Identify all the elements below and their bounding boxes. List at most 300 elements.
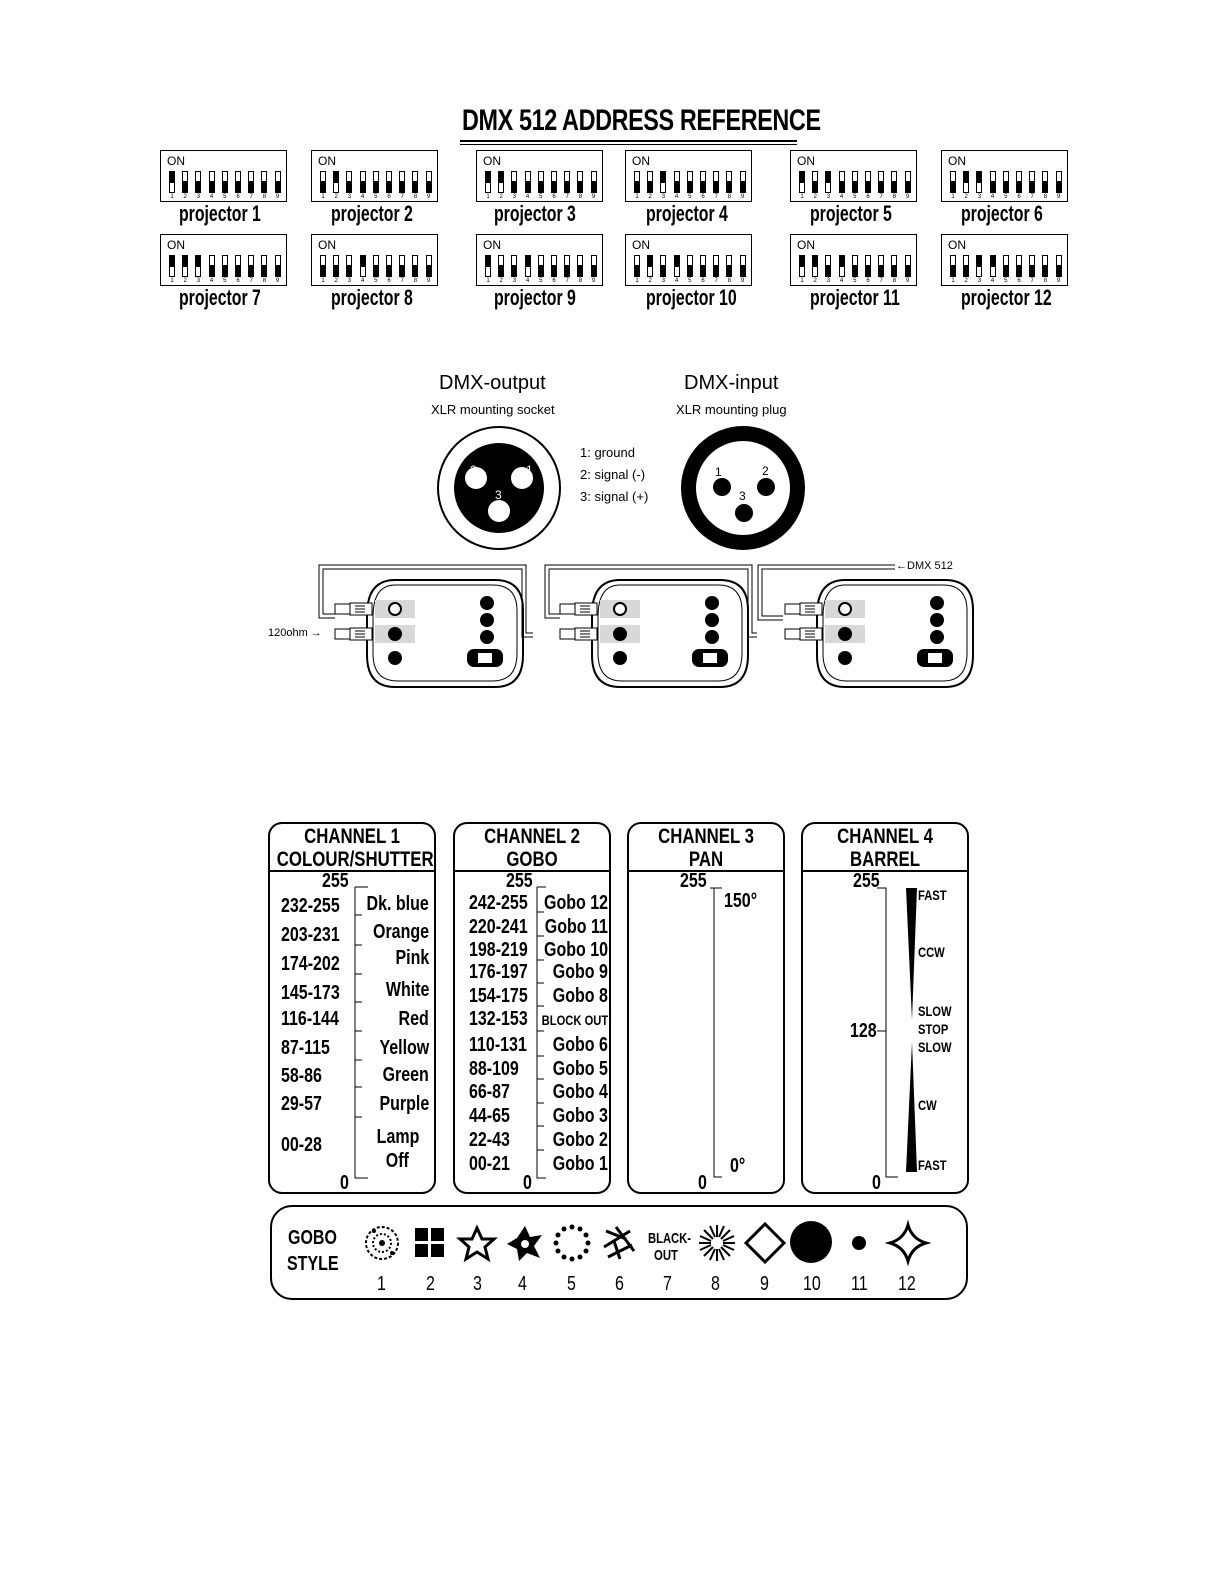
channel-2-name: Gobo 9 bbox=[552, 961, 608, 983]
gobo-number: 10 bbox=[803, 1273, 821, 1295]
dip-switch-number: 4 bbox=[360, 278, 365, 284]
channel-1-name: Green bbox=[382, 1064, 429, 1086]
xlr-plug-diagram bbox=[675, 425, 815, 555]
dip-switch-knob bbox=[813, 256, 817, 267]
dip-switch-knob bbox=[512, 181, 516, 192]
projector-label: projector 7 bbox=[179, 285, 261, 310]
channel-2-range: 198-219 bbox=[469, 939, 528, 961]
dip-switch bbox=[990, 255, 996, 277]
dip-switch-knob bbox=[526, 256, 530, 267]
dip-switch-knob bbox=[714, 181, 718, 192]
dip-switch bbox=[399, 255, 405, 277]
channel-2-name: Gobo 1 bbox=[552, 1153, 608, 1175]
dip-switch-number: 8 bbox=[578, 278, 583, 284]
channel-1-max: 255 bbox=[322, 870, 349, 892]
dip-switch-knob bbox=[262, 265, 266, 276]
dip-switch-knob bbox=[991, 181, 995, 192]
dip-switch-number: 7 bbox=[1030, 278, 1034, 284]
channel-3-scale bbox=[700, 880, 740, 1180]
channel-3-min: 0 bbox=[698, 1172, 707, 1194]
dip-switch-number: 3 bbox=[512, 194, 517, 200]
dip-switch bbox=[740, 171, 746, 193]
dip-switch-knob bbox=[592, 265, 596, 276]
dip-switch-number: 2 bbox=[499, 194, 503, 200]
projector-label: projector 5 bbox=[810, 201, 892, 226]
dip-switch bbox=[346, 255, 352, 277]
channel-2-range: 154-175 bbox=[469, 985, 528, 1007]
channel-3-max: 255 bbox=[680, 870, 707, 892]
dip-switch-number: 8 bbox=[1043, 278, 1048, 284]
channel-2-title: CHANNEL 2 bbox=[484, 825, 580, 848]
dip-on-label: ON bbox=[483, 154, 501, 168]
dip-switch-knob bbox=[170, 256, 174, 267]
dip-switch-number: 9 bbox=[905, 278, 910, 284]
dip-switch-knob bbox=[1004, 265, 1008, 276]
dip-switch-block bbox=[476, 150, 603, 202]
dip-switch-number: 4 bbox=[839, 194, 844, 200]
title-underline-secondary bbox=[460, 144, 797, 145]
dip-switch-knob bbox=[321, 181, 325, 192]
dip-switch bbox=[700, 255, 706, 277]
gobo-number: 3 bbox=[473, 1273, 482, 1295]
dip-switch-number: 5 bbox=[223, 194, 227, 200]
dip-switch-number: 2 bbox=[964, 278, 968, 284]
dip-on-label: ON bbox=[632, 238, 650, 252]
dip-switch bbox=[551, 171, 557, 193]
projector-label: projector 6 bbox=[961, 201, 1043, 226]
gobo-number: 12 bbox=[898, 1273, 916, 1295]
channel-4-label-slow-ccw: SLOW bbox=[918, 1003, 952, 1019]
dip-switch-number: 1 bbox=[321, 194, 325, 200]
gobo-12-icon bbox=[890, 1225, 926, 1261]
dip-switch-block bbox=[160, 150, 287, 202]
projector-label: projector 3 bbox=[494, 201, 576, 226]
dip-switch-knob bbox=[236, 265, 240, 276]
dip-switch-number: 4 bbox=[209, 278, 214, 284]
dip-switch-knob bbox=[977, 256, 981, 267]
channel-2-name: Gobo 11 bbox=[544, 916, 608, 938]
dip-switch bbox=[1042, 255, 1048, 277]
dip-switch bbox=[360, 255, 366, 277]
dip-switch bbox=[878, 255, 884, 277]
dip-switch-number: 7 bbox=[565, 194, 569, 200]
dip-switch-number: 2 bbox=[813, 194, 817, 200]
dip-switch bbox=[235, 255, 241, 277]
projector-label: projector 10 bbox=[646, 285, 737, 310]
channel-1-range: 145-173 bbox=[281, 982, 340, 1004]
gobo-number: 4 bbox=[518, 1273, 527, 1295]
dip-switch-number: 7 bbox=[879, 278, 883, 284]
dip-switch bbox=[976, 171, 982, 193]
dip-switch bbox=[963, 171, 969, 193]
channel-2-range: 44-65 bbox=[469, 1105, 510, 1127]
dip-switch-number: 4 bbox=[839, 278, 844, 284]
pin-legend-item: 2: signal (-) bbox=[580, 467, 646, 482]
channel-2-name: Gobo 3 bbox=[552, 1105, 608, 1127]
channel-1-range: 29-57 bbox=[281, 1093, 322, 1115]
dmx-512-label: ←DMX 512 bbox=[896, 560, 953, 572]
dip-switch bbox=[525, 171, 531, 193]
dip-switch bbox=[412, 255, 418, 277]
dip-switch-knob bbox=[526, 181, 530, 192]
dip-switch-number: 2 bbox=[813, 278, 817, 284]
dip-switch-knob bbox=[1057, 265, 1061, 276]
dip-switch-number: 2 bbox=[964, 194, 968, 200]
dip-switch bbox=[634, 255, 640, 277]
dip-switch-knob bbox=[374, 265, 378, 276]
dip-switch bbox=[275, 171, 281, 193]
dip-switch-knob bbox=[183, 181, 187, 192]
dip-switch-knob bbox=[196, 256, 200, 267]
dip-switch bbox=[195, 255, 201, 277]
channel-2-range: 88-109 bbox=[469, 1058, 519, 1080]
dip-on-label: ON bbox=[318, 238, 336, 252]
dip-switch-number: 9 bbox=[905, 194, 910, 200]
dip-switch-knob bbox=[741, 181, 745, 192]
dip-switch-knob bbox=[977, 172, 981, 183]
dip-switch-number: 7 bbox=[249, 278, 253, 284]
dip-switch-knob bbox=[675, 256, 679, 267]
dip-switch-number: 5 bbox=[374, 194, 378, 200]
dip-switch-number: 9 bbox=[591, 194, 596, 200]
dip-switch bbox=[812, 255, 818, 277]
dip-switch bbox=[577, 255, 583, 277]
dip-switch-number: 6 bbox=[1017, 278, 1021, 284]
dip-switch bbox=[498, 171, 504, 193]
channel-4-min: 0 bbox=[872, 1172, 881, 1194]
dip-switch bbox=[182, 171, 188, 193]
channel-4-label-fast-cw: FAST bbox=[918, 1157, 947, 1173]
dip-switch-number: 6 bbox=[701, 278, 705, 284]
dip-switch bbox=[1003, 255, 1009, 277]
dip-switch-number: 9 bbox=[591, 278, 596, 284]
dip-switch-number: 9 bbox=[275, 278, 280, 284]
dip-switch bbox=[1042, 171, 1048, 193]
dip-switch-number: 8 bbox=[727, 194, 732, 200]
dip-switch-number: 5 bbox=[853, 278, 857, 284]
channel-1-title: CHANNEL 1 bbox=[304, 825, 400, 848]
dip-switch-block bbox=[311, 234, 438, 286]
dip-switch-number: 1 bbox=[170, 194, 174, 200]
dip-switch bbox=[891, 171, 897, 193]
dip-switch-knob bbox=[486, 256, 490, 267]
projector-label: projector 4 bbox=[646, 201, 728, 226]
dip-switch-knob bbox=[499, 265, 503, 276]
gobo-number: 5 bbox=[567, 1273, 576, 1295]
dip-switch-number: 3 bbox=[826, 278, 831, 284]
channel-2-name: Gobo 4 bbox=[552, 1081, 608, 1103]
dip-switch-number: 9 bbox=[1056, 278, 1061, 284]
dip-switch-number: 3 bbox=[826, 194, 831, 200]
dip-switch-number: 6 bbox=[1017, 194, 1021, 200]
dip-on-label: ON bbox=[948, 154, 966, 168]
channel-2-name: BLOCK OUT bbox=[541, 1012, 608, 1028]
dip-switch-knob bbox=[661, 172, 665, 183]
dip-switch-knob bbox=[249, 181, 253, 192]
cw-speed-wedge bbox=[906, 1042, 917, 1172]
dip-switch-number: 6 bbox=[552, 278, 556, 284]
channel-1-name: Purple bbox=[379, 1093, 429, 1115]
channel-2-min: 0 bbox=[523, 1172, 532, 1194]
dip-switch-knob bbox=[321, 265, 325, 276]
dip-switch bbox=[182, 255, 188, 277]
dip-switch bbox=[222, 255, 228, 277]
channel-2-name: Gobo 12 bbox=[543, 892, 608, 914]
channel-2-max: 255 bbox=[506, 870, 533, 892]
dip-switch bbox=[591, 171, 597, 193]
dip-switch-knob bbox=[1030, 181, 1034, 192]
dip-switch-number: 2 bbox=[183, 194, 187, 200]
dip-switch-block bbox=[790, 234, 917, 286]
dip-switch-knob bbox=[906, 265, 910, 276]
dip-switch-knob bbox=[688, 265, 692, 276]
dip-switch bbox=[248, 255, 254, 277]
channel-4-mid: 128 bbox=[850, 1020, 877, 1042]
projector-label: projector 2 bbox=[331, 201, 413, 226]
dip-switch bbox=[222, 171, 228, 193]
gobo-6-icon bbox=[604, 1227, 634, 1259]
dip-switch bbox=[209, 171, 215, 193]
dip-switch-knob bbox=[249, 265, 253, 276]
gobo-8-icon bbox=[699, 1225, 735, 1261]
dip-switch bbox=[799, 171, 805, 193]
dip-switch-number: 4 bbox=[525, 278, 530, 284]
dip-switch-knob bbox=[1030, 265, 1034, 276]
dip-switch-knob bbox=[1043, 265, 1047, 276]
dip-switch bbox=[333, 255, 339, 277]
dip-switch-number: 5 bbox=[374, 278, 378, 284]
dip-switch bbox=[511, 255, 517, 277]
dip-switch-knob bbox=[741, 265, 745, 276]
dip-switch-knob bbox=[951, 181, 955, 192]
projector-label: projector 11 bbox=[810, 285, 900, 310]
dip-switch-knob bbox=[427, 181, 431, 192]
dip-switch bbox=[674, 255, 680, 277]
dip-switch bbox=[1029, 171, 1035, 193]
dip-switch bbox=[700, 171, 706, 193]
dip-switch-knob bbox=[539, 265, 543, 276]
title-underline bbox=[460, 140, 797, 142]
dip-switch-number: 8 bbox=[892, 194, 897, 200]
dip-switch-knob bbox=[964, 172, 968, 183]
dip-switch-number: 7 bbox=[400, 278, 404, 284]
dip-switch-knob bbox=[906, 181, 910, 192]
dip-switch-knob bbox=[879, 181, 883, 192]
dip-on-label: ON bbox=[318, 154, 336, 168]
dip-switch bbox=[687, 255, 693, 277]
dip-switch-knob bbox=[879, 265, 883, 276]
dip-switch bbox=[235, 171, 241, 193]
channel-1-range: 203-231 bbox=[281, 924, 340, 946]
dip-switch bbox=[878, 171, 884, 193]
channel-2-range: 132-153 bbox=[469, 1008, 528, 1030]
plug-pin-3 bbox=[735, 504, 753, 522]
socket-pin-label: 3 bbox=[495, 488, 502, 502]
plug-pin-label: 2 bbox=[762, 464, 769, 478]
dip-switch-number: 4 bbox=[674, 194, 679, 200]
dip-switch-number: 1 bbox=[635, 194, 639, 200]
dip-switch-block bbox=[311, 150, 438, 202]
dip-on-label: ON bbox=[797, 238, 815, 252]
dip-switch bbox=[538, 171, 544, 193]
dip-switch bbox=[950, 255, 956, 277]
dip-switch-knob bbox=[688, 181, 692, 192]
dip-switch-number: 7 bbox=[714, 278, 718, 284]
dip-switch bbox=[905, 171, 911, 193]
dip-switch-number: 5 bbox=[1004, 194, 1008, 200]
daisy-chain-diagram bbox=[255, 555, 975, 690]
dip-switch bbox=[399, 171, 405, 193]
dip-switch-knob bbox=[400, 181, 404, 192]
page-title: DMX 512 ADDRESS REFERENCE bbox=[462, 104, 821, 137]
dip-switch-number: 6 bbox=[866, 194, 870, 200]
dip-switch-knob bbox=[727, 181, 731, 192]
dip-switch-knob bbox=[991, 256, 995, 267]
dip-switch-number: 1 bbox=[951, 194, 955, 200]
dip-switch-number: 2 bbox=[334, 278, 338, 284]
dip-switch-number: 6 bbox=[701, 194, 705, 200]
dip-on-label: ON bbox=[167, 238, 185, 252]
dip-switch bbox=[412, 171, 418, 193]
gobo-style-label-1: GOBO bbox=[288, 1227, 337, 1249]
dip-switch-number: 2 bbox=[334, 194, 338, 200]
dip-switch-number: 1 bbox=[170, 278, 174, 284]
projector-unit bbox=[560, 580, 748, 687]
dip-switch-knob bbox=[648, 256, 652, 267]
dip-switch-knob bbox=[1017, 265, 1021, 276]
dip-switch-number: 2 bbox=[183, 278, 187, 284]
projector-label: projector 8 bbox=[331, 285, 413, 310]
channel-2-name: Gobo 2 bbox=[552, 1129, 608, 1151]
dip-switch-knob bbox=[276, 265, 280, 276]
dip-switch bbox=[825, 171, 831, 193]
channel-1-range: 116-144 bbox=[281, 1008, 339, 1030]
gobo-2-icon bbox=[415, 1228, 444, 1257]
dip-switch-knob bbox=[866, 265, 870, 276]
dip-switch bbox=[485, 171, 491, 193]
dip-switch bbox=[852, 171, 858, 193]
dip-switch bbox=[839, 255, 845, 277]
channel-3-title: CHANNEL 3 bbox=[658, 825, 754, 848]
channel-1-min: 0 bbox=[340, 1172, 349, 1194]
dip-switch-knob bbox=[552, 181, 556, 192]
channel-2-name: Gobo 6 bbox=[552, 1034, 608, 1056]
dip-switch bbox=[825, 255, 831, 277]
dip-switch bbox=[209, 255, 215, 277]
channel-3-max-angle: 150° bbox=[724, 890, 758, 912]
dip-switch-number: 1 bbox=[800, 278, 804, 284]
dip-switch-knob bbox=[840, 256, 844, 267]
pin-legend bbox=[580, 442, 648, 508]
dip-switch-knob bbox=[578, 181, 582, 192]
dip-switch-number: 5 bbox=[539, 278, 543, 284]
dip-switch-knob bbox=[826, 265, 830, 276]
dip-switch bbox=[963, 255, 969, 277]
dip-switch-number: 1 bbox=[486, 194, 490, 200]
dip-switch-number: 7 bbox=[714, 194, 718, 200]
dip-switch-number: 5 bbox=[223, 278, 227, 284]
channel-2-name: Gobo 5 bbox=[552, 1058, 608, 1080]
dip-switch-number: 8 bbox=[578, 194, 583, 200]
dip-switch-number: 9 bbox=[275, 194, 280, 200]
dip-switch-knob bbox=[826, 172, 830, 183]
dip-switch bbox=[990, 171, 996, 193]
dip-switch bbox=[905, 255, 911, 277]
projector-label: projector 1 bbox=[179, 201, 261, 226]
dip-switch-knob bbox=[1017, 181, 1021, 192]
dip-switch bbox=[1003, 171, 1009, 193]
dip-switch-number: 1 bbox=[800, 194, 804, 200]
dip-switch-knob bbox=[800, 172, 804, 183]
dip-switch-knob bbox=[486, 172, 490, 183]
dip-switch bbox=[726, 171, 732, 193]
dip-switch bbox=[261, 171, 267, 193]
dip-switch-block bbox=[625, 150, 752, 202]
channel-1-name: White bbox=[385, 979, 429, 1001]
projector-unit bbox=[335, 580, 523, 687]
channel-1-range: 232-255 bbox=[281, 895, 340, 917]
dip-switch-knob bbox=[387, 181, 391, 192]
dip-switch-knob bbox=[648, 181, 652, 192]
dip-switch-knob bbox=[539, 181, 543, 192]
channel-1-name: Off bbox=[385, 1150, 409, 1172]
dip-switch-knob bbox=[592, 181, 596, 192]
dip-switch bbox=[320, 255, 326, 277]
channel-4-label-fast-ccw: FAST bbox=[918, 887, 947, 903]
dip-switch bbox=[865, 255, 871, 277]
projector-unit bbox=[785, 580, 973, 687]
dip-on-label: ON bbox=[797, 154, 815, 168]
channel-2-range: 220-241 bbox=[469, 916, 528, 938]
dip-switch-number: 7 bbox=[879, 194, 883, 200]
gobo-icons bbox=[355, 1215, 945, 1275]
dip-switch-number: 3 bbox=[196, 194, 201, 200]
dip-switch bbox=[577, 171, 583, 193]
dip-switch-number: 2 bbox=[648, 194, 652, 200]
dip-switch-number: 5 bbox=[539, 194, 543, 200]
dip-switch-knob bbox=[635, 181, 639, 192]
dip-switch-knob bbox=[552, 265, 556, 276]
gobo-9-icon bbox=[746, 1224, 784, 1262]
dip-switch-block bbox=[790, 150, 917, 202]
dip-switch-number: 4 bbox=[360, 194, 365, 200]
dip-switch-number: 9 bbox=[1056, 194, 1061, 200]
dip-switch-knob bbox=[853, 181, 857, 192]
gobo-number: 8 bbox=[711, 1273, 720, 1295]
dip-switch-number: 6 bbox=[387, 278, 391, 284]
dip-switch bbox=[360, 171, 366, 193]
dip-switch-number: 7 bbox=[400, 194, 404, 200]
dip-switch-knob bbox=[210, 265, 214, 276]
dip-switch-knob bbox=[400, 265, 404, 276]
dip-switch bbox=[373, 255, 379, 277]
dip-switch bbox=[726, 255, 732, 277]
dip-switch bbox=[551, 255, 557, 277]
dip-switch-number: 8 bbox=[1043, 194, 1048, 200]
gobo-3-icon bbox=[460, 1228, 494, 1259]
dmx-input-subtitle: XLR mounting plug bbox=[676, 402, 787, 417]
dip-switch bbox=[373, 171, 379, 193]
gobo-7-blackout-line1: BLACK- bbox=[648, 1230, 691, 1247]
dip-switch-knob bbox=[1043, 181, 1047, 192]
dip-switch bbox=[812, 171, 818, 193]
terminator-label: 120ohm → bbox=[268, 627, 322, 639]
gobo-number: 7 bbox=[663, 1273, 672, 1295]
gobo-number: 6 bbox=[615, 1273, 624, 1295]
dip-switch-number: 8 bbox=[727, 278, 732, 284]
dip-switch-knob bbox=[347, 181, 351, 192]
gobo-7-blackout-line2: OUT bbox=[654, 1247, 678, 1264]
